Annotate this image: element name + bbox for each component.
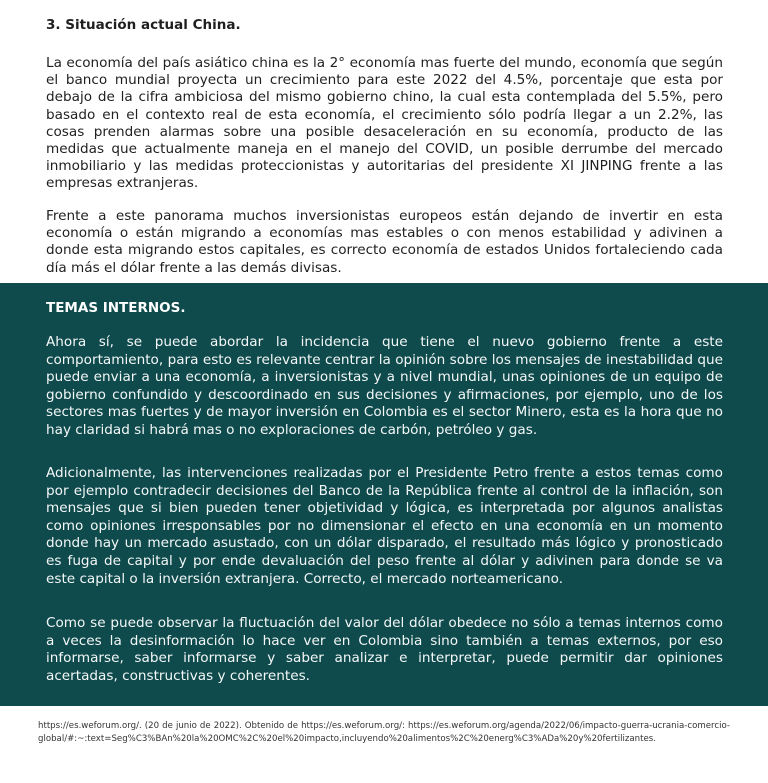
section-internal-topics (0, 283, 768, 706)
section-heading-china: 3. Situación actual China. (46, 17, 241, 33)
paragraph-china-economy: La economía del país asiático china es la 2° economía mas fuerte del mundo, economía que según el banco mundial proyecta un crecimiento para este 2022 del 4.5%, porcentaje que esta por debajo de la cifra ambiciosa del mismo gobierno chino, la cual esta contemplada del 5.5%, pero basado en el contexto real de esta economía, el crecimiento sólo podría llegar a un 2.2%, las cosas prenden alarmas sobre una posible desaceleración en su economía, producto de las medidas que actualmente maneja en el manejo del COVID, un posible derrumbe del mercado inmobiliario y las medidas proteccionistas y autoritarias del presidente XI JINPING frente a las empresas extranjeras. (46, 55, 723, 192)
section-heading-internal: TEMAS INTERNOS. (46, 300, 186, 316)
section-china (0, 0, 768, 283)
paragraph-president-interventions: Adicionalmente, las intervenciones realizadas por el Presidente Petro frente a estos temas como por ejemplo contradecir decisiones del Banco de la República frente al control de la inflación, son mensajes que si bien pueden tener objetividad y lógica, es interpretada por algunos analistas como opiniones irresponsables por no dimensionar el efecto en una economía en un momento donde hay un mercado asustado, con un dólar disparado, el resultado más lógico y pronosticado es fuga de capital y por ende devaluación del peso frente al dólar y adivinen para donde se va este capital o la inversión extranjera. Correcto, el mercado norteamericano. (46, 465, 723, 587)
paragraph-european-investors: Frente a este panorama muchos inversionistas europeos están dejando de invertir en esta economía o están migrando a economías mas estables o con menos estabilidad y adivinen a donde esta migrando estos capitales, es correcto economía de estados Unidos fortaleciendo cada día más el dólar frente a las demás divisas. (46, 208, 723, 276)
footnote-reference: https://es.weforum.org/. (20 de junio de 2022). Obtenido de https://es.weforum.org/: https://es.weforum.org/agenda/2022/06/impacto-guerra-ucrania-comercio-global/#:~:text=Seg%C3%BAn%20la%20OMC%2C%20el%20impacto,incluyendo%20alimentos%2C%20energ%C3%ADa%20y%20fertilizantes. (38, 721, 730, 744)
paragraph-dollar-fluctuation: Como se puede observar la fluctuación del valor del dólar obedece no sólo a temas internos como a veces la desinformación lo hace ver en Colombia sino también a temas externos, por eso informarse, saber informarse y saber analizar e interpretar, puede permitir dar opiniones acertadas, constructivas y coherentes. (46, 615, 723, 684)
paragraph-new-government: Ahora sí, se puede abordar la incidencia que tiene el nuevo gobierno frente a este comportamiento, para esto es relevante centrar la opinión sobre los mensajes de inestabilidad que puede enviar a una economía, a inversionistas y a nivel mundial, unas opiniones de un equipo de gobierno confundido y descoordinado en sus decisiones y afirmaciones, por ejemplo, uno de los sectores mas fuertes y de mayor inversión en Colombia es el sector Minero, esta es la hora que no hay claridad si habrá mas o no exploraciones de carbón, petróleo y gas. (46, 334, 723, 438)
